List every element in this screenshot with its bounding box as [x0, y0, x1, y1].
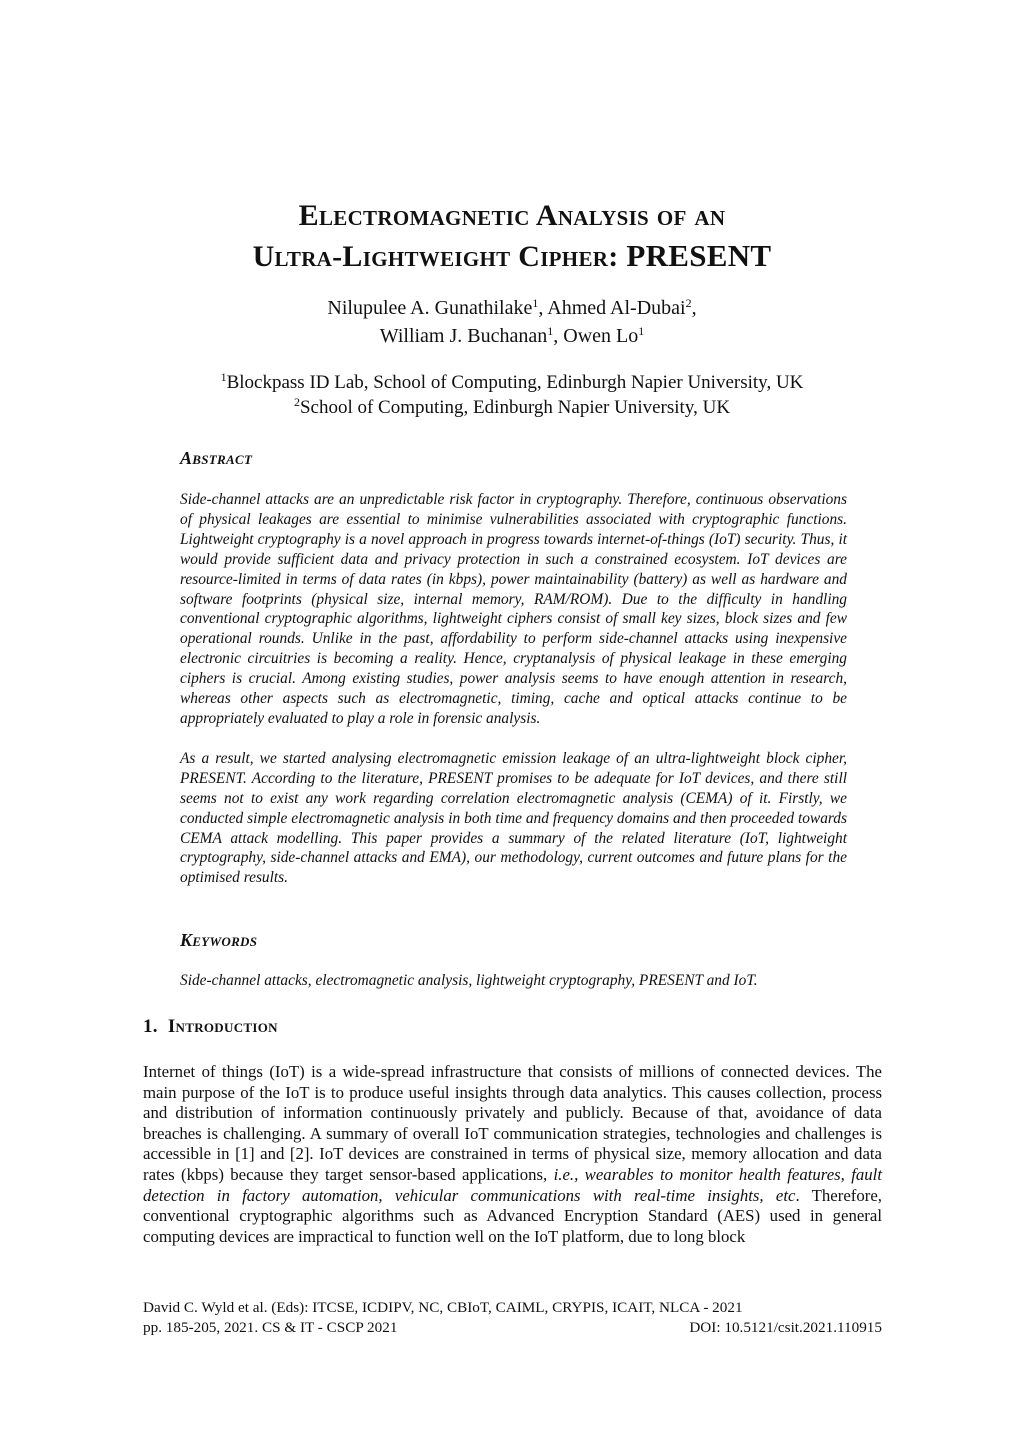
intro-text-part-1: Internet of things (IoT) is a wide-spread infrastructure that consists of millions of connected devices. The main purpose of the IoT is to produce useful insights through data analytics. This causes collection, process and distribution of information continuously privately and publicly. Because of that, avoidance of data breaches is challenging. A summary of overall IoT communication strategies, technologies and challenges is accessible in [1] and [2]. IoT devices are constrained in terms of physical size, memory allocation and data rates (kbps) because they target sensor-based applications, [143, 1062, 882, 1184]
affiliation-2 [0, 395, 1024, 420]
affiliation-marker: 1 [532, 296, 539, 310]
affiliation-text: Blockpass ID Lab, School of Computing, Edinburgh Napier University, UK [226, 372, 804, 393]
affiliation-marker: 1 [638, 324, 645, 338]
affiliation-marker: 2 [685, 296, 692, 310]
abstract-body [180, 490, 847, 888]
intro-text-examples: i.e., wearables to monitor health features, fault detection in factory automation, vehicular communications with real-time insights, etc [143, 1164, 882, 1205]
affiliations [0, 370, 1024, 420]
author-list [0, 294, 1024, 350]
affiliation-1 [0, 370, 1024, 395]
affiliation-text: School of Computing, Edinburgh Napier University, UK [299, 397, 731, 418]
title-line-2-text: Ultra-Lightweight Cipher: [252, 240, 619, 273]
affiliation-marker: 1 [220, 370, 227, 384]
introduction-paragraph [143, 1062, 882, 1247]
page-footer [143, 1298, 882, 1338]
keywords-heading: Keywords [180, 930, 258, 950]
author-name: Nilupulee A. Gunathilake [327, 297, 533, 319]
paper-title [0, 196, 1024, 277]
introduction-heading [143, 1016, 278, 1038]
section-number: 1. [143, 1016, 158, 1037]
author-name: William J. Buchanan [379, 325, 548, 347]
abstract-paragraph-2: As a result, we started analysing electromagnetic emission leakage of an ultra-lightweight block cipher, PRESENT. According to the literature, PRESENT promises to be adequate for IoT devices, and there still seems not to exist any work regarding correlation electromagnetic analysis (CEMA) of it. Firstly, we conducted simple electromagnetic analysis in both time and frequency domains and then proceeded towards CEMA attack modelling. This paper provides a summary of the related literature (IoT, lightweight cryptography, side-channel attacks and EMA), our methodology, current outcomes and future plans for the optimised results. [180, 749, 847, 887]
section-title: Introduction [167, 1016, 278, 1037]
author-name: , Ahmed Al-Dubai [538, 297, 686, 319]
footer-pages: pp. 185-205, 2021. CS & IT - CSCP 2021 [143, 1319, 398, 1336]
abstract-heading: Abstract [180, 448, 253, 468]
affiliation-marker: 1 [547, 324, 554, 338]
author-line-2 [0, 322, 1024, 350]
footer-row [143, 1318, 882, 1338]
author-name: , Owen Lo [553, 325, 639, 347]
abstract-paragraph-1: Side-channel attacks are an unpredictable risk factor in cryptography. Therefore, continuous observations of physical leakages are essential to minimise vulnerabilities associated with cryptographic functions. Lightweight cryptography is a novel approach in progress towards internet-of-things (IoT) security. Thus, it would provide sufficient data and privacy protection in such a constrained ecosystem. IoT devices are resource-limited in terms of data rates (in kbps), power maintainability (battery) as well as hardware and software footprints (physical size, internal memory, RAM/ROM). Due to the difficulty in handling conventional cryptographic algorithms, lightweight ciphers consist of small key sizes, block sizes and few operational rounds. Unlike in the past, affordability to perform side-channel attacks using inexpensive electronic circuitries is becoming a reality. Hence, cryptanalysis of physical leakage in these emerging ciphers is crucial. Among existing studies, power analysis seems to have enough attention in research, whereas other aspects such as electromagnetic, timing, cache and optical attacks continue to be appropriately evaluated to play a role in forensic analysis. [180, 491, 847, 727]
footer-doi: DOI: 10.5121/csit.2021.110915 [689, 1319, 882, 1336]
author-line-1 [0, 294, 1024, 322]
separator: , [691, 297, 697, 319]
affiliation-marker: 2 [293, 395, 300, 409]
title-line-1: Electromagnetic Analysis of an [298, 199, 726, 232]
introduction-body [143, 1062, 882, 1247]
title-line-2 [0, 236, 1024, 277]
keywords-text: Side-channel attacks, electromagnetic analysis, lightweight cryptography, PRESENT and IoT. [180, 972, 758, 989]
cipher-name: PRESENT [626, 238, 772, 273]
intro-text-part-2: . Therefore, conventional cryptographic algorithms such as Advanced Encryption Standard (AES) used in general computing devices are impractical to function well on the IoT platform, due to long block [143, 1185, 882, 1246]
footer-citation: David C. Wyld et al. (Eds): ITCSE, ICDIPV, NC, CBIoT, CAIML, CRYPIS, ICAIT, NLCA - 2021 [143, 1299, 743, 1316]
